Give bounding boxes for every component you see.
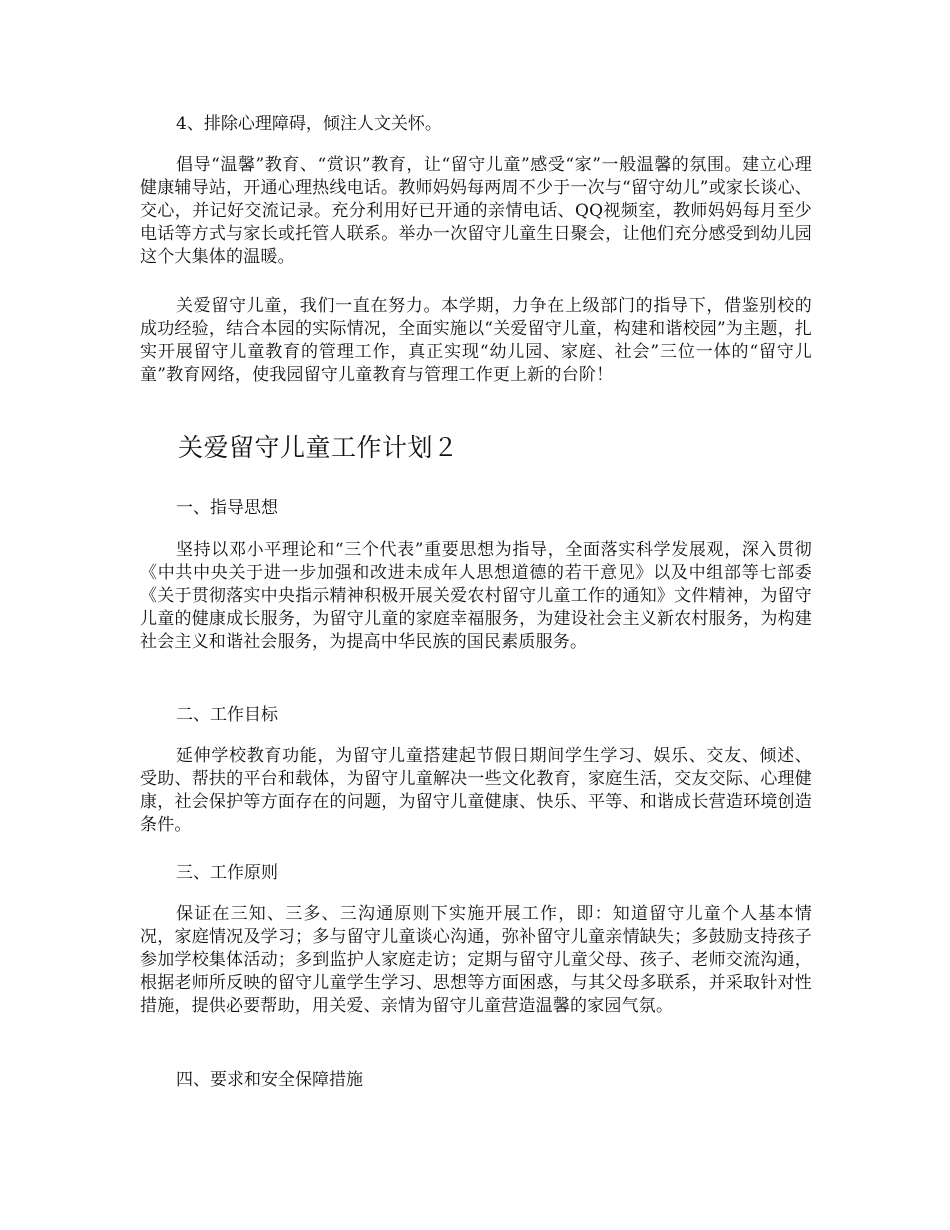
section-heading-1: [140, 497, 812, 520]
paragraph-conclusion: [140, 295, 812, 387]
paragraph-guiding-thought: [140, 539, 812, 654]
heading-work-goals: 二、工作目标: [176, 705, 278, 725]
heading-work-principles: 三、工作原则: [176, 863, 278, 883]
section-heading-4b: [140, 1069, 812, 1092]
paragraph-work-principles-text: 保证在三知、三多、三沟通原则下实施开展工作，即：知道留守儿童个人基本情况，家庭情况及学习；多与留守儿童谈心沟通，弥补留守儿童亲情缺失；多鼓励支持孩子参加学校集体活动；多到监护人家庭走访；定期与留守儿童父母、孩子、老师交流沟通，根据老师所反映的留守儿童学生学习、思想等方面困惑，与其父母多联系，并采取针对性措施，提供必要帮助，用关爱、亲情为留守儿童营造温馨的家园气氛。: [140, 904, 812, 1016]
section-heading-2: [140, 704, 812, 727]
paragraph-warmth-text: 倡导“温馨”教育、“赏识”教育，让“留守儿童”感受“家”一般温馨的氛围。建立心理健康辅导站，开通心理热线电话。教师妈妈每两周不少于一次与“留守幼儿”或家长谈心、交心，并记好交流记录。充分利用好已开通的亲情电话、QQ视频室，教师妈妈每月至少电话等方式与家长或托管人联系。举办一次留守儿童生日聚会，让他们充分感受到幼儿园这个大集体的温暖。: [140, 155, 812, 267]
paragraph-work-goals-text: 延伸学校教育功能，为留守儿童搭建起节假日期间学生学习、娱乐、交友、倾述、受助、帮扶的平台和载体，为留守儿童解决一些文化教育，家庭生活，交友交际、心理健康，社会保护等方面存在的问题，为留守儿童健康、快乐、平等、和谐成长营造环境创造条件。: [140, 746, 812, 835]
paragraph-work-goals: [140, 745, 812, 837]
heading-requirements-safety: 四、要求和安全保障措施: [176, 1070, 363, 1090]
plan-title: 关爱留守儿童工作计划２: [178, 433, 459, 462]
paragraph-conclusion-text: 关爱留守儿童，我们一直在努力。本学期，力争在上级部门的指导下，借鉴别校的成功经验，结合本园的实际情况，全面实施以“关爱留守儿童，构建和谐校园”为主题，扎实开展留守儿童教育的管理工作，真正实现“幼儿园、家庭、社会”三位一体的“留守儿童”教育网络，使我园留守儿童教育与管理工作更上新的台阶！: [140, 296, 812, 385]
section-heading-4: [140, 113, 812, 136]
paragraph-guiding-thought-text: 坚持以邓小平理论和“三个代表”重要思想为指导，全面落实科学发展观，深入贯彻《中共中央关于进一步加强和改进未成年人思想道德的若干意见》以及中组部等七部委《关于贯彻落实中央指示精神积极开展关爱农村留守儿童工作的通知》文件精神，为留守儿童的健康成长服务，为留守儿童的家庭幸福服务，为建设社会主义新农村服务，为构建社会主义和谐社会服务，为提高中华民族的国民素质服务。: [140, 540, 812, 652]
paragraph-work-principles: [140, 903, 812, 1018]
paragraph-warmth: [140, 154, 812, 269]
heading-psychology: 4、排除心理障碍，倾注人文关怀。: [176, 114, 442, 134]
heading-guiding-thought: 一、指导思想: [176, 498, 278, 518]
section-heading-3: [140, 862, 812, 885]
document-title: [140, 432, 812, 464]
